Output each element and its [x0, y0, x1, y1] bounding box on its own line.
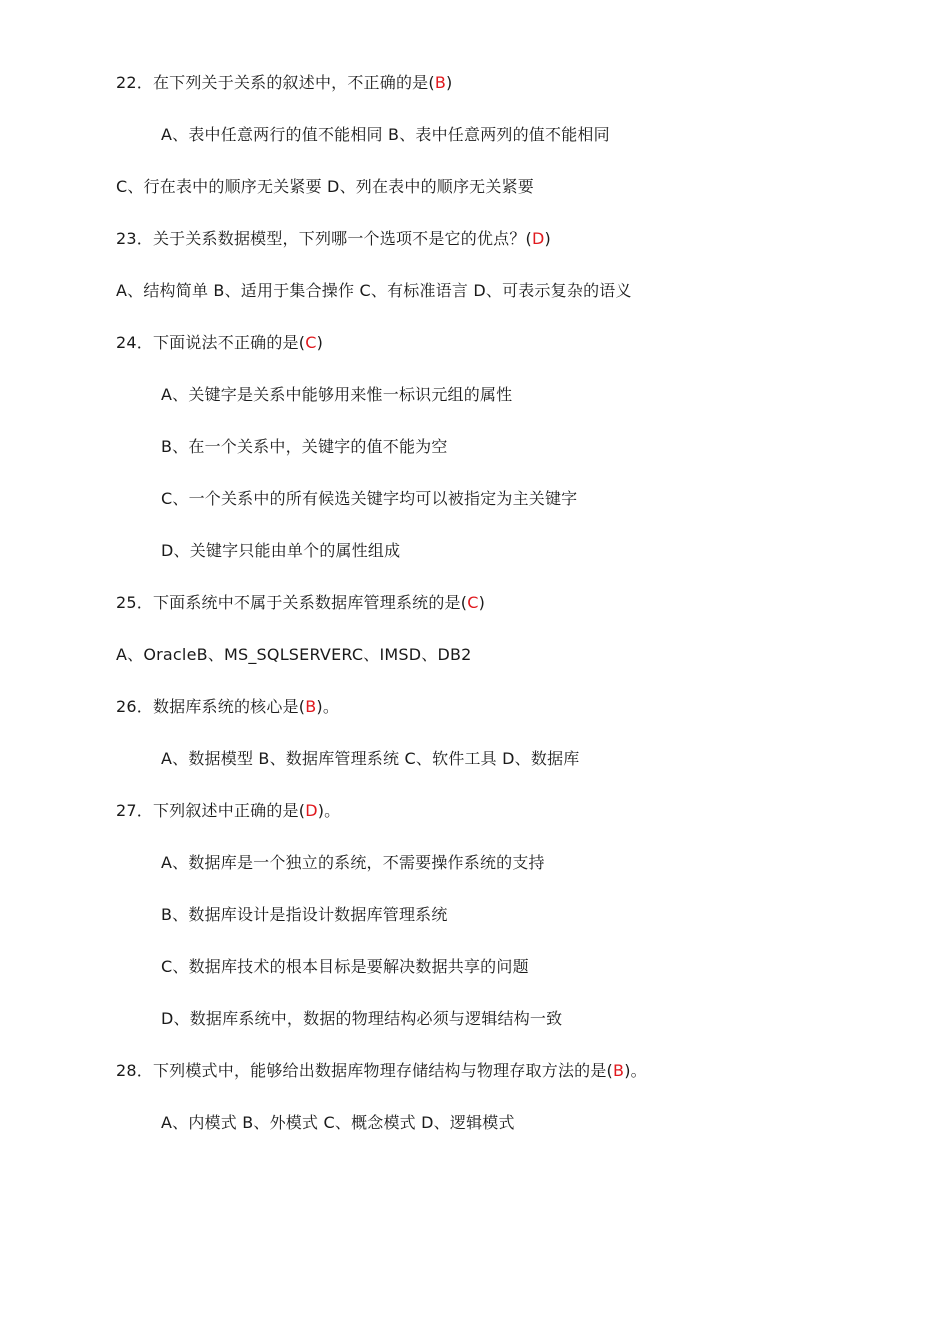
- line-text: A、数据模型 B、数据库管理系统 C、软件工具 D、数据库: [161, 749, 580, 768]
- answer-letter: B: [305, 697, 317, 716]
- line-text-tail: )。: [317, 801, 341, 820]
- question-line: [116, 1061, 647, 1081]
- answer-letter: B: [613, 1061, 625, 1080]
- option-line: [161, 385, 512, 405]
- line-text-tail: ): [316, 333, 324, 352]
- line-text-tail: ): [446, 73, 453, 92]
- option-line: [161, 489, 577, 509]
- answer-letter: B: [434, 73, 446, 92]
- line-text: D、数据库系统中，数据的物理结构必须与逻辑结构一致: [161, 1009, 563, 1028]
- line-text: 26．数据库系统的核心是(: [116, 697, 306, 716]
- line-text: A、表中任意两行的值不能相同 B、表中任意两列的值不能相同: [161, 125, 610, 144]
- option-line: [161, 853, 545, 873]
- option-line: [116, 645, 472, 665]
- question-line: [116, 697, 339, 717]
- line-text: 25．下面系统中不属于关系数据库管理系统的是(: [116, 593, 468, 612]
- line-text: B、数据库设计是指设计数据库管理系统: [161, 905, 448, 924]
- line-text: 27．下列叙述中正确的是(: [116, 801, 306, 820]
- line-text: C、数据库技术的根本目标是要解决数据共享的问题: [161, 957, 529, 976]
- option-line: [161, 905, 448, 925]
- line-text: C、行在表中的顺序无关紧要 D、列在表中的顺序无关紧要: [116, 177, 534, 196]
- line-text-tail: )。: [624, 1061, 647, 1080]
- option-line: [161, 749, 579, 769]
- line-text-tail: ): [478, 593, 486, 612]
- option-line: [161, 1009, 562, 1029]
- question-line: [116, 801, 340, 821]
- line-text: D、关键字只能由单个的属性组成: [161, 541, 401, 560]
- option-line: [161, 957, 529, 977]
- line-text: A、关键字是关系中能够用来惟一标识元组的属性: [161, 385, 513, 404]
- line-text: A、OracleB、MS_SQLSERVERC、IMSD、DB2: [116, 645, 472, 664]
- option-line: [161, 437, 448, 457]
- option-line: [161, 125, 610, 145]
- line-text-tail: )。: [316, 697, 340, 716]
- option-line: [116, 281, 632, 301]
- line-text-tail: ): [544, 229, 551, 248]
- option-line: [161, 1113, 515, 1133]
- line-text: A、内模式 B、外模式 C、概念模式 D、逻辑模式: [161, 1113, 515, 1132]
- question-line: [116, 229, 551, 249]
- answer-letter: C: [467, 593, 479, 612]
- line-text: C、一个关系中的所有候选关键字均可以被指定为主关键字: [161, 489, 578, 508]
- line-text: A、结构简单 B、适用于集合操作 C、有标准语言 D、可表示复杂的语义: [116, 281, 632, 300]
- question-line: [116, 333, 323, 353]
- line-text: B、在一个关系中，关键字的值不能为空: [161, 437, 448, 456]
- line-text: 22．在下列关于关系的叙述中，不正确的是(: [116, 73, 435, 92]
- line-text: 24．下面说法不正确的是(: [116, 333, 306, 352]
- line-text: 23．关于关系数据模型，下列哪一个选项不是它的优点？(: [116, 229, 533, 248]
- question-line: [116, 73, 452, 93]
- question-line: [116, 593, 485, 613]
- option-line: [161, 541, 400, 561]
- line-text: A、数据库是一个独立的系统，不需要操作系统的支持: [161, 853, 545, 872]
- option-line: [116, 177, 534, 197]
- answer-letter: D: [305, 801, 318, 820]
- answer-letter: C: [305, 333, 317, 352]
- answer-letter: D: [532, 229, 545, 248]
- line-text: 28．下列模式中，能够给出数据库物理存储结构与物理存取方法的是(: [116, 1061, 614, 1080]
